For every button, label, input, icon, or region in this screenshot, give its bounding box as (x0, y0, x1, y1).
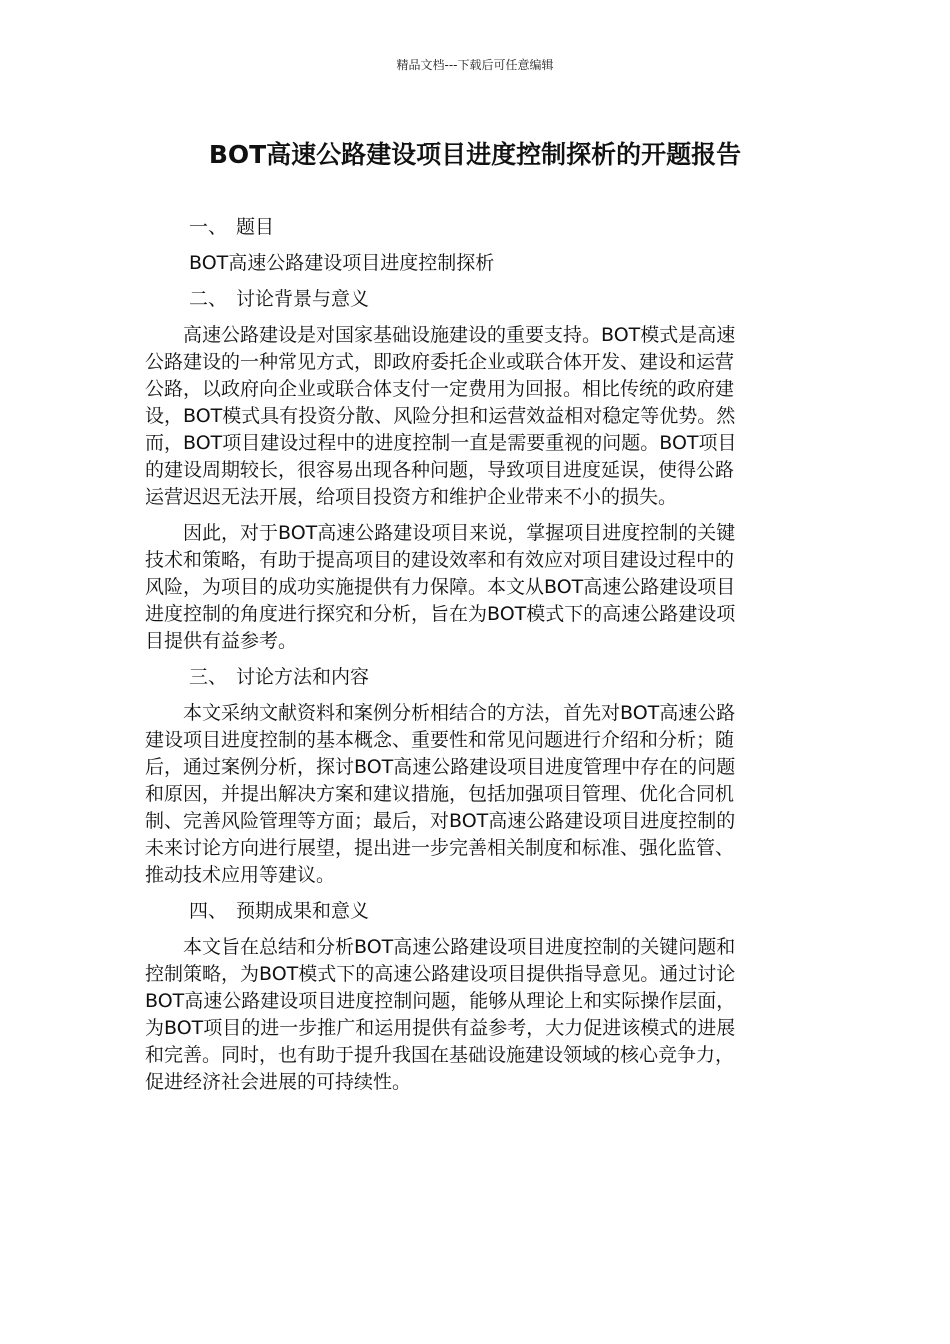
paragraph-line: 为BOT项目的进一步推广和运用提供有益参考，大力促进该模式的进展 (145, 1017, 736, 1039)
paragraph-line: 高速公路建设是对国家基础设施建设的重要支持。BOT模式是高速 (145, 324, 736, 346)
paragraph-line: 公路，以政府向企业或联合体支付一定费用为回报。相比传统的政府建 (145, 378, 735, 400)
section-number: 三、 (189, 666, 228, 688)
paragraph (145, 322, 805, 511)
section-heading-text: 讨论方法和内容 (236, 666, 370, 688)
paragraph-line: 促进经济社会进展的可持续性。 (145, 1071, 412, 1093)
paragraph-line: 和完善。同时，也有助于提升我国在基础设施建设领域的核心竞争力， (145, 1044, 735, 1066)
paragraph (145, 520, 805, 655)
paragraph-line: 而，BOT项目建设过程中的进度控制一直是需要重视的问题。BOT项目 (145, 432, 737, 454)
paragraph-line: 和原因，并提出解决方案和建议措施，包括加强项目管理、优化合同机 (145, 783, 735, 805)
section-heading-text: 题目 (236, 216, 275, 238)
section-heading (145, 664, 805, 691)
section-heading-text: 讨论背景与意义 (236, 288, 370, 310)
paragraph (145, 934, 805, 1096)
paragraph-line: 设，BOT模式具有投资分散、风险分担和运营效益相对稳定等优势。然 (145, 405, 736, 427)
paragraph-line: 本文旨在总结和分析BOT高速公路建设项目进度控制的关键问题和 (145, 936, 736, 958)
section-heading-text: 预期成果和意义 (236, 900, 370, 922)
document-body (145, 214, 805, 1105)
section-heading (145, 214, 805, 241)
section-heading (145, 898, 805, 925)
paragraph-line: 运营迟迟无法开展，给项目投资方和维护企业带来不小的损失。 (145, 486, 678, 508)
section-number: 一、 (189, 216, 228, 238)
section-heading (145, 286, 805, 313)
paragraph-line: 建设项目进度控制的基本概念、重要性和常见问题进行介绍和分析；随 (145, 729, 735, 751)
topic-line: BOT高速公路建设项目进度控制探析 (189, 252, 495, 274)
paragraph-line: 技术和策略，有助于提高项目的建设效率和有效应对项目建设过程中的 (145, 549, 735, 571)
paragraph (145, 700, 805, 889)
document-title: BOT高速公路建设项目进度控制探析的开题报告 (208, 140, 742, 169)
paragraph-line: 制、完善风险管理等方面；最后，对BOT高速公路建设项目进度控制的 (145, 810, 736, 832)
section-number: 二、 (189, 288, 228, 310)
section-number: 四、 (189, 900, 228, 922)
paragraph-line: 未来讨论方向进行展望，提出进一步完善相关制度和标准、强化监管、 (145, 837, 735, 859)
paragraph-line: BOT高速公路建设项目进度控制问题，能够从理论上和实际操作层面， (145, 990, 736, 1012)
paragraph-line: 本文采纳文献资料和案例分析相结合的方法，首先对BOT高速公路 (145, 702, 736, 724)
page-header: 精品文档---下载后可任意编辑 (396, 58, 554, 72)
paragraph-line: 推动技术应用等建议。 (145, 864, 336, 886)
paragraph-line: 风险，为项目的成功实施提供有力保障。本文从BOT高速公路建设项目 (145, 576, 736, 598)
paragraph-line: 的建设周期较长，很容易出现各种问题，导致项目进度延误，使得公路 (145, 459, 735, 481)
paragraph-line: 公路建设的一种常见方式，即政府委托企业或联合体开发、建设和运营 (145, 351, 735, 373)
paragraph-line: 目提供有益参考。 (145, 630, 298, 652)
paragraph-line: 控制策略，为BOT模式下的高速公路建设项目提供指导意见。通过讨论 (145, 963, 736, 985)
paragraph-line: 因此，对于BOT高速公路建设项目来说，掌握项目进度控制的关键 (145, 522, 736, 544)
paragraph-line: 进度控制的角度进行探究和分析，旨在为BOT模式下的高速公路建设项 (145, 603, 736, 625)
paragraph-line: 后，通过案例分析，探讨BOT高速公路建设项目进度管理中存在的问题 (145, 756, 736, 778)
